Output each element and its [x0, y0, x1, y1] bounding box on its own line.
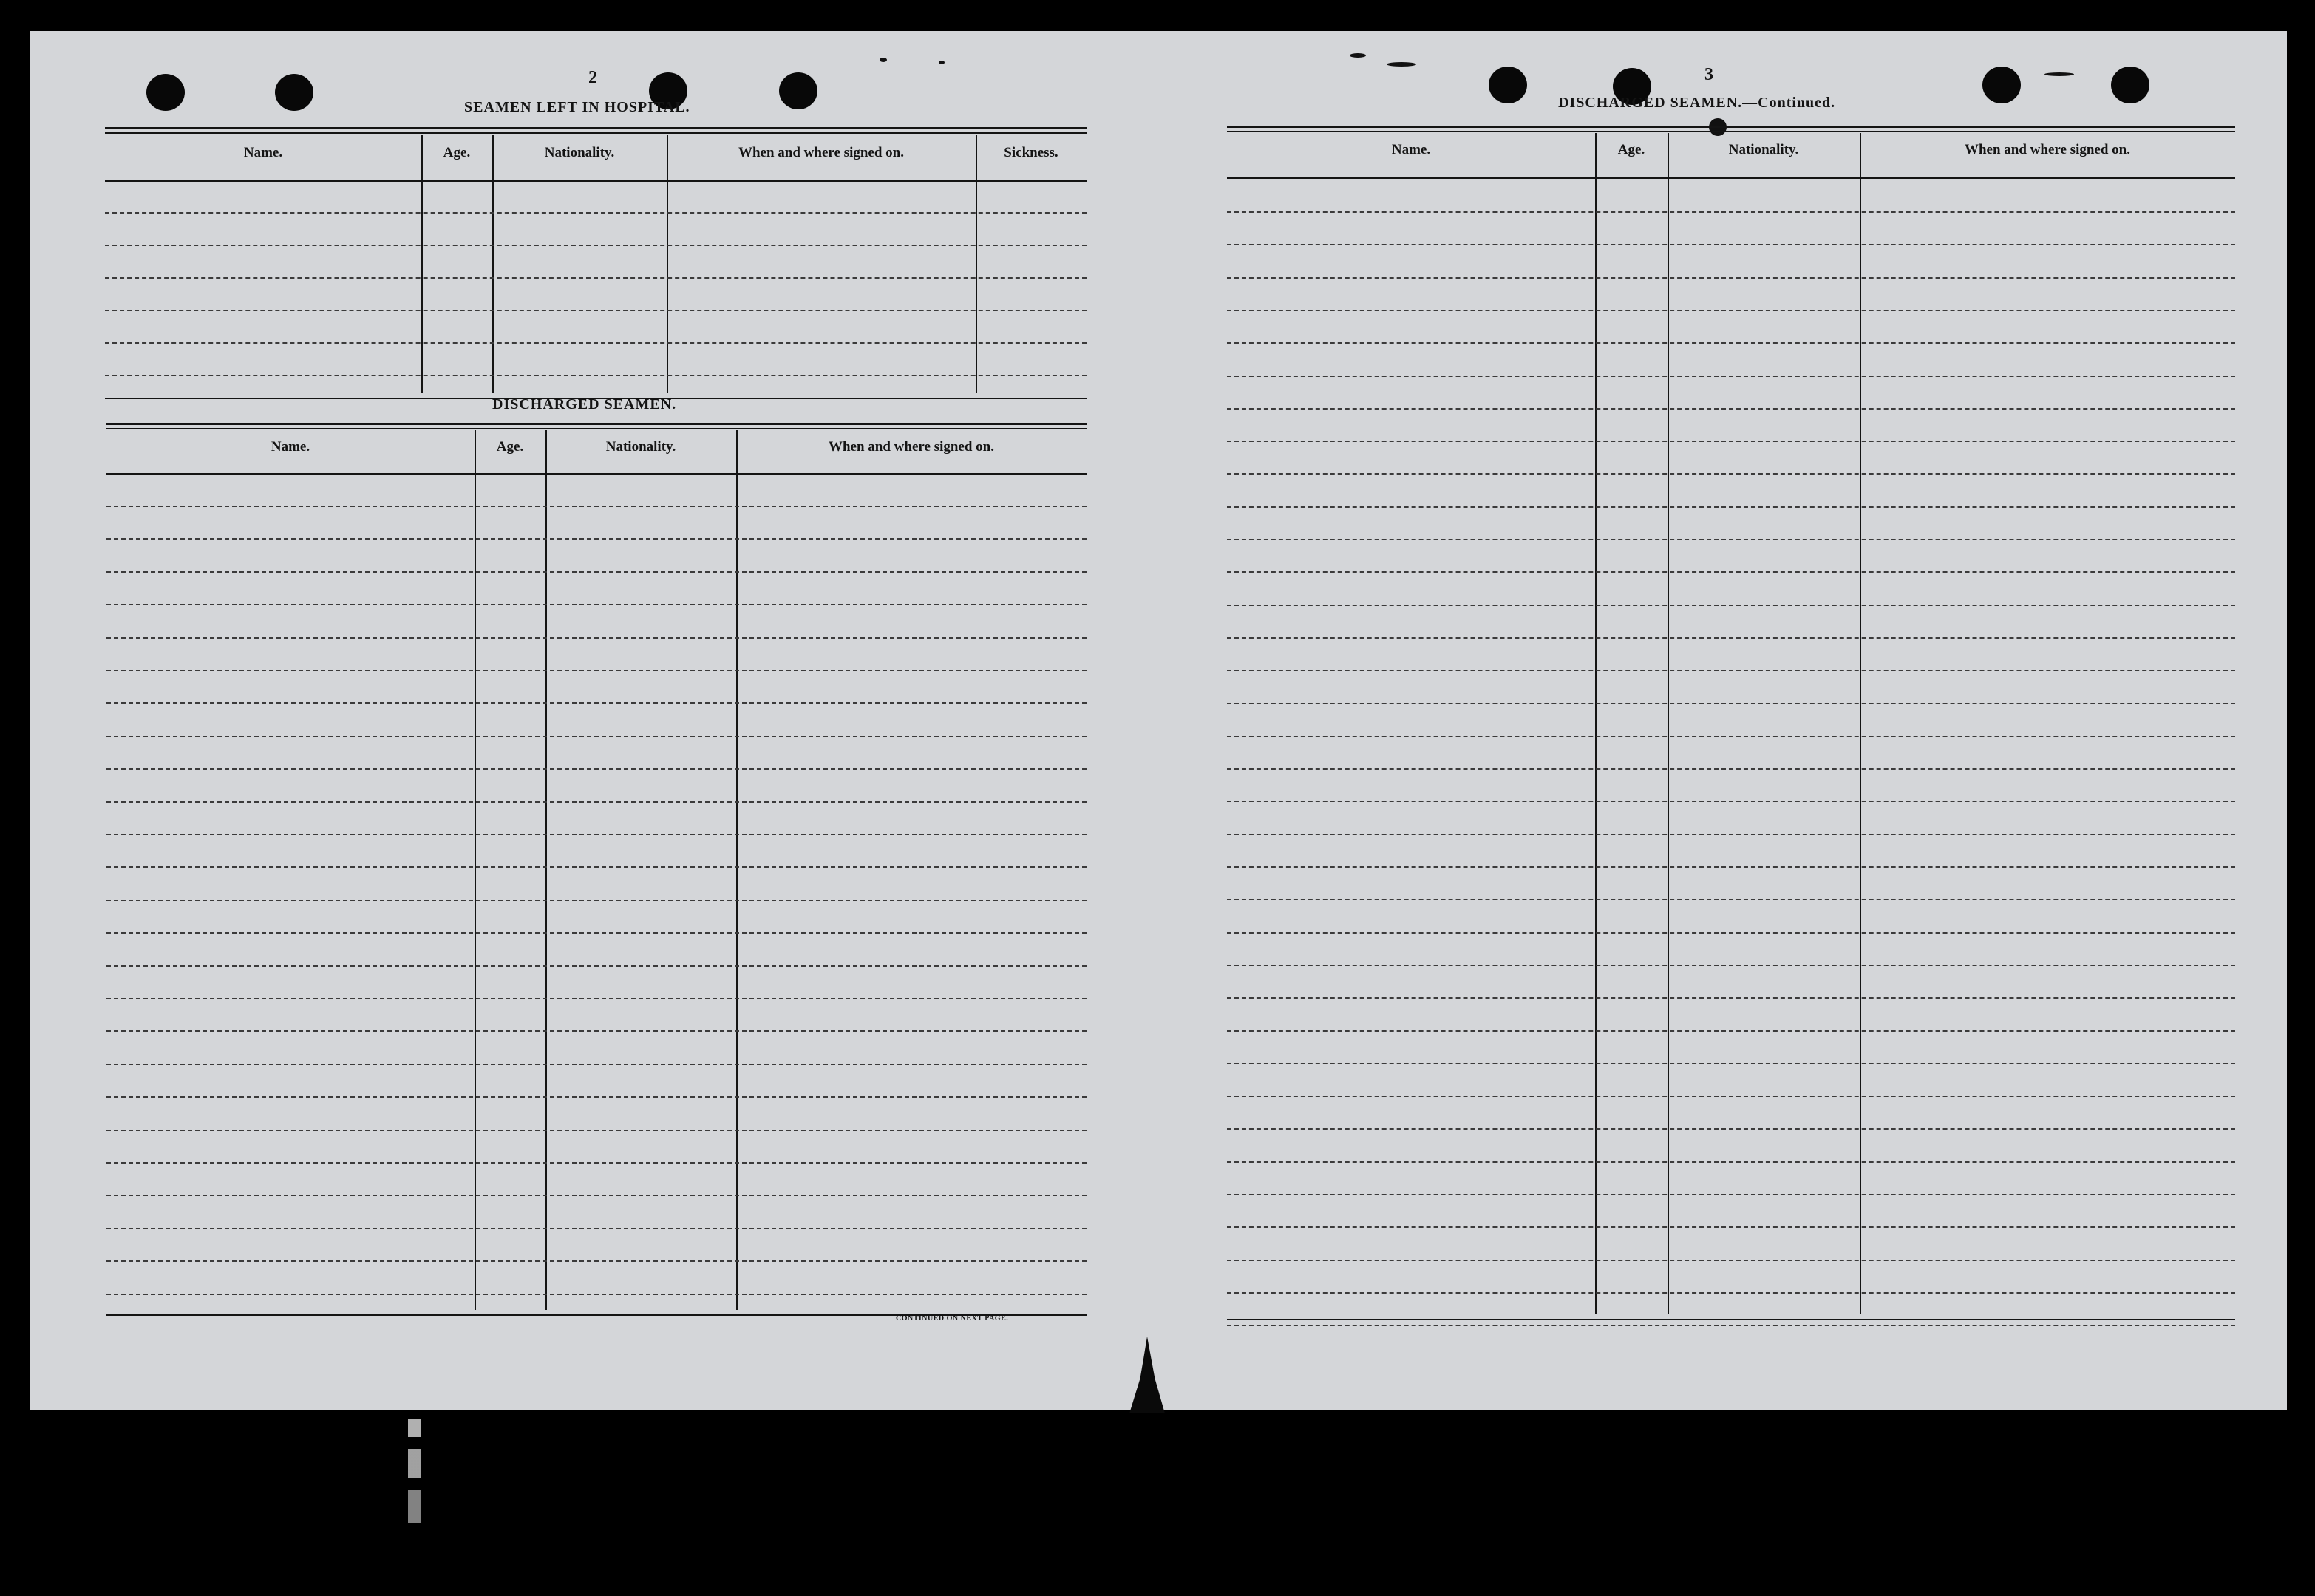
table-rule: [1227, 1319, 2235, 1320]
ruled-row-line: [1227, 834, 2235, 835]
ruled-row-line: [1227, 965, 2235, 966]
ruled-row-line: [1227, 932, 2235, 934]
ruled-row-line: [1227, 1260, 2235, 1261]
ruled-row-line: [1227, 211, 2235, 213]
ink-speck: [1387, 62, 1416, 67]
page-number: 2: [588, 68, 597, 87]
table-rule: [106, 473, 1087, 475]
ruled-row-line: [106, 736, 1087, 737]
ruled-row-line: [106, 1096, 1087, 1098]
binding-edge-mark: [408, 1419, 421, 1567]
column-divider: [421, 135, 423, 393]
ruled-row-line: [1227, 768, 2235, 770]
punch-hole: [275, 74, 313, 111]
ink-speck: [1350, 53, 1366, 58]
column-header-age: Age.: [1617, 142, 1645, 157]
ruled-row-line: [106, 1228, 1087, 1229]
column-header-nationality: Nationality.: [605, 439, 676, 455]
ruled-row-line: [106, 1294, 1087, 1295]
continued-footnote: CONTINUED ON NEXT PAGE.: [896, 1314, 1009, 1322]
ruled-row-line: [1227, 801, 2235, 802]
ruled-row-line: [106, 998, 1087, 999]
ruled-row-line: [1227, 310, 2235, 311]
ruled-row-line: [105, 310, 1087, 311]
table-rule: [1227, 126, 2235, 128]
ruled-row-line: [1227, 736, 2235, 737]
ruled-row-line: [1227, 1128, 2235, 1130]
hospital-table: [105, 127, 1087, 418]
column-header-age: Age.: [496, 439, 524, 455]
ink-speck: [880, 58, 887, 62]
punch-hole: [146, 74, 185, 111]
table-rule: [105, 132, 1087, 134]
discharged-table: [106, 423, 1087, 1350]
ruled-row-line: [106, 801, 1087, 803]
document-sheet: [30, 31, 2287, 1410]
ruled-row-line: [1227, 1194, 2235, 1195]
ruled-row-line: [106, 637, 1087, 639]
ruled-row-line: [1227, 605, 2235, 606]
column-header-signed-on: When and where signed on.: [738, 145, 904, 160]
column-divider: [667, 135, 668, 393]
discharged-section-title: DISCHARGED SEAMEN.: [492, 396, 677, 412]
column-divider: [736, 430, 738, 1310]
ruled-row-line: [1227, 1063, 2235, 1064]
ruled-row-line: [1227, 1292, 2235, 1294]
column-divider: [976, 135, 977, 393]
ruled-row-line: [106, 1195, 1087, 1196]
ruled-row-line: [1227, 703, 2235, 704]
column-header-nationality: Nationality.: [544, 145, 615, 160]
column-header-name: Name.: [243, 145, 283, 160]
ruled-row-line: [106, 965, 1087, 967]
ruled-row-line: [106, 1260, 1087, 1262]
column-divider: [492, 135, 494, 393]
table-rule: [105, 180, 1087, 182]
table-rule: [105, 127, 1087, 129]
column-header-signed-on: When and where signed on.: [1964, 142, 2130, 157]
punch-hole: [1982, 67, 2021, 103]
ruled-row-line: [105, 212, 1087, 214]
ruled-row-line: [1227, 670, 2235, 671]
ruled-row-line: [106, 1030, 1087, 1032]
ruled-row-line: [1227, 277, 2235, 279]
ruled-row-line: [106, 1064, 1087, 1065]
column-header-name: Name.: [1391, 142, 1431, 157]
ruled-row-line: [106, 506, 1087, 507]
punch-hole: [779, 72, 817, 109]
hospital-section-title: SEAMEN LEFT IN HOSPITAL.: [464, 99, 690, 115]
ruled-row-line: [105, 342, 1087, 344]
ruled-row-line: [1227, 899, 2235, 900]
ruled-row-line: [106, 900, 1087, 901]
ruled-row-line: [106, 604, 1087, 605]
ruled-row-line: [1227, 1226, 2235, 1228]
ruled-row-line: [106, 670, 1087, 671]
column-header-nationality: Nationality.: [1728, 142, 1799, 157]
ruled-row-line: [1227, 506, 2235, 508]
ruled-row-line: [1227, 376, 2235, 377]
table-rule: [1227, 131, 2235, 132]
ruled-row-line: [106, 1130, 1087, 1131]
page-number: 3: [1704, 65, 1713, 84]
ruled-row-line: [105, 375, 1087, 376]
ruled-row-line: [1227, 571, 2235, 573]
ruled-row-line: [1227, 1030, 2235, 1032]
ruled-row-line: [1227, 866, 2235, 868]
ruled-row-line: [1227, 408, 2235, 410]
punch-hole: [2111, 67, 2149, 103]
ruled-row-line: [106, 834, 1087, 835]
ruled-row-line: [1227, 441, 2235, 442]
ruled-row-line: [105, 245, 1087, 246]
ruled-row-line: [1227, 637, 2235, 639]
ruled-row-line: [1227, 1096, 2235, 1097]
ruled-row-line: [106, 866, 1087, 868]
ink-speck: [939, 61, 945, 64]
ruled-row-line: [106, 702, 1087, 704]
ruled-row-line: [106, 538, 1087, 540]
table-rule: [1227, 177, 2235, 179]
column-header-sickness: Sickness.: [1004, 145, 1058, 160]
ruled-row-line: [106, 932, 1087, 934]
column-header-name: Name.: [271, 439, 310, 455]
column-divider: [475, 430, 476, 1310]
ruled-row-line: [1227, 997, 2235, 999]
ruled-row-line: [1227, 473, 2235, 475]
ruled-row-line: [1227, 342, 2235, 344]
discharged-continued-table: [1227, 126, 2235, 1354]
ruled-row-line: [105, 277, 1087, 279]
discharged-continued-title: DISCHARGED SEAMEN.—Continued.: [1558, 95, 1836, 111]
ruled-row-line: [1227, 539, 2235, 540]
ruled-row-line: [106, 571, 1087, 573]
punch-hole: [1489, 67, 1527, 103]
table-rule: [106, 428, 1087, 429]
ruled-row-line: [1227, 1161, 2235, 1163]
column-divider: [545, 430, 547, 1310]
ruled-row-line: [1227, 244, 2235, 245]
ink-speck: [2044, 72, 2074, 76]
table-rule: [106, 423, 1087, 425]
ruled-row-line: [1227, 1325, 2235, 1326]
ruled-row-line: [106, 1162, 1087, 1164]
column-header-signed-on: When and where signed on.: [828, 439, 994, 455]
ruled-row-line: [106, 768, 1087, 770]
column-header-age: Age.: [443, 145, 471, 160]
